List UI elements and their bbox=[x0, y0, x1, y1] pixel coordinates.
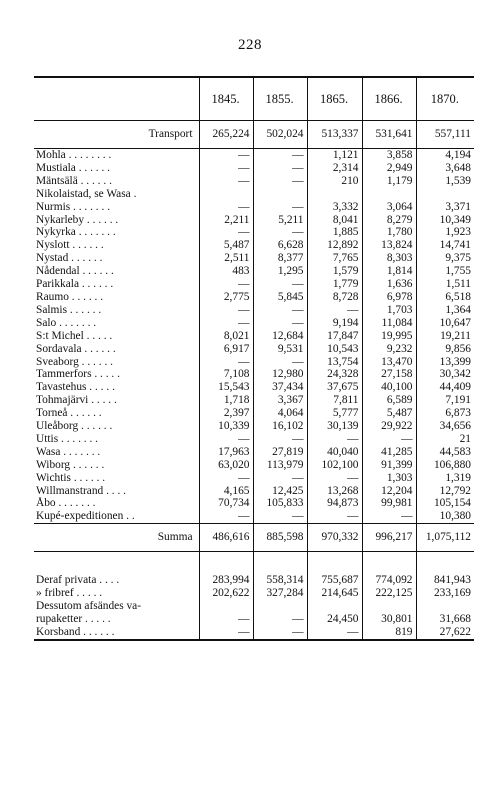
row-value: 5,845 bbox=[253, 291, 307, 304]
row-value: — bbox=[199, 472, 253, 485]
footer-row bbox=[34, 626, 474, 640]
row-label: Parikkala . . . . . . bbox=[36, 278, 114, 291]
row-value: 1,755 bbox=[416, 265, 474, 278]
row-value: 19,995 bbox=[362, 330, 416, 343]
row-value: — bbox=[253, 472, 307, 485]
row-value bbox=[253, 600, 307, 613]
table-row bbox=[34, 485, 474, 498]
row-value: 9,531 bbox=[253, 343, 307, 356]
row-value: 3,064 bbox=[362, 201, 416, 214]
summa-row bbox=[34, 524, 474, 552]
row-value: 774,092 bbox=[362, 574, 416, 587]
row-value: — bbox=[199, 175, 253, 188]
row-value: 1,364 bbox=[416, 304, 474, 317]
row-label: rupaketter . . . . . bbox=[36, 613, 111, 625]
row-value: — bbox=[199, 304, 253, 317]
year-header: 1865. bbox=[307, 77, 362, 121]
row-value: 106,880 bbox=[416, 459, 474, 472]
row-label: Nykarleby . . . . . . bbox=[36, 213, 119, 226]
row-label: Uttis . . . . . . . bbox=[36, 432, 99, 445]
row-value bbox=[253, 188, 307, 201]
row-value: 8,728 bbox=[307, 291, 362, 304]
table-row bbox=[34, 330, 474, 343]
row-value: 14,741 bbox=[416, 239, 474, 252]
row-label: Wasa . . . . . . . bbox=[36, 445, 101, 458]
row-value: — bbox=[307, 510, 362, 523]
row-value: 30,342 bbox=[416, 368, 474, 381]
table-row bbox=[34, 278, 474, 291]
row-value: 9,194 bbox=[307, 317, 362, 330]
row-label: » fribref . . . . . bbox=[36, 587, 103, 600]
row-value: 7,765 bbox=[307, 252, 362, 265]
row-value: — bbox=[199, 356, 253, 369]
row-value: 233,169 bbox=[416, 587, 474, 600]
row-value: — bbox=[253, 510, 307, 523]
row-value: 5,487 bbox=[199, 239, 253, 252]
row-value: 12,425 bbox=[253, 485, 307, 498]
row-label: Willmanstrand . . . . bbox=[36, 484, 127, 497]
transport-value: 502,024 bbox=[253, 121, 307, 149]
table-row bbox=[34, 239, 474, 252]
row-label: S:t Michel . . . . . bbox=[36, 329, 113, 342]
row-value: 1,636 bbox=[362, 278, 416, 291]
row-value: 8,041 bbox=[307, 214, 362, 227]
row-label: Nykyrka . . . . . . . bbox=[36, 226, 116, 239]
row-value: 17,847 bbox=[307, 330, 362, 343]
row-value: 2,775 bbox=[199, 291, 253, 304]
row-value: 13,754 bbox=[307, 356, 362, 369]
row-label: Tavastehus . . . . . bbox=[36, 381, 115, 394]
row-value: 13,399 bbox=[416, 356, 474, 369]
table-row bbox=[34, 459, 474, 472]
table-row bbox=[34, 381, 474, 394]
row-label: Uleåborg . . . . . . bbox=[36, 420, 113, 433]
row-value: 8,021 bbox=[199, 330, 253, 343]
row-label: Mustiala . . . . . . bbox=[36, 161, 111, 174]
footer-row bbox=[34, 587, 474, 600]
row-value: 8,303 bbox=[362, 252, 416, 265]
row-value: 210 bbox=[307, 175, 362, 188]
row-value: 1,718 bbox=[199, 394, 253, 407]
row-value bbox=[307, 188, 362, 201]
row-value: — bbox=[253, 613, 307, 626]
row-value: 6,518 bbox=[416, 291, 474, 304]
year-header: 1870. bbox=[416, 77, 474, 121]
footer-row bbox=[34, 613, 474, 626]
row-value: 1,780 bbox=[362, 226, 416, 239]
row-value: 102,100 bbox=[307, 459, 362, 472]
row-label: Nyslott . . . . . . bbox=[36, 239, 104, 252]
row-value: 1,511 bbox=[416, 278, 474, 291]
row-value: 5,777 bbox=[307, 407, 362, 420]
row-value: 30,801 bbox=[362, 613, 416, 626]
table-row bbox=[34, 226, 474, 239]
row-value: 10,380 bbox=[416, 510, 474, 523]
row-value: — bbox=[362, 433, 416, 446]
row-label: Summa bbox=[34, 524, 199, 552]
row-value: 1,923 bbox=[416, 226, 474, 239]
row-value: — bbox=[199, 201, 253, 214]
row-value: 40,100 bbox=[362, 381, 416, 394]
row-value: 2,511 bbox=[199, 252, 253, 265]
table-row bbox=[34, 175, 474, 188]
table-row bbox=[34, 368, 474, 381]
row-value: — bbox=[253, 201, 307, 214]
row-label: Åbo . . . . . . . bbox=[36, 497, 96, 510]
row-value: 12,792 bbox=[416, 485, 474, 498]
transport-label: Transport bbox=[148, 128, 193, 141]
row-value: 7,191 bbox=[416, 394, 474, 407]
row-value: 12,892 bbox=[307, 239, 362, 252]
row-value: 1,179 bbox=[362, 175, 416, 188]
spacer-cell bbox=[362, 552, 416, 575]
row-value: 885,598 bbox=[253, 524, 307, 552]
year-header: 1855. bbox=[253, 77, 307, 121]
row-value bbox=[199, 188, 253, 201]
row-value: — bbox=[307, 472, 362, 485]
row-value: 13,824 bbox=[362, 239, 416, 252]
row-value: 24,450 bbox=[307, 613, 362, 626]
row-value: 3,371 bbox=[416, 201, 474, 214]
table-row bbox=[34, 304, 474, 317]
row-value: 15,543 bbox=[199, 381, 253, 394]
row-value: — bbox=[253, 433, 307, 446]
row-value: — bbox=[199, 510, 253, 523]
row-value: — bbox=[307, 304, 362, 317]
row-value: 44,583 bbox=[416, 446, 474, 459]
row-value: 24,328 bbox=[307, 368, 362, 381]
row-value: — bbox=[253, 626, 307, 640]
table-row bbox=[34, 265, 474, 278]
row-label: Salo . . . . . . . bbox=[36, 316, 97, 329]
row-value: 63,020 bbox=[199, 459, 253, 472]
row-label: Tohmajärvi . . . . . bbox=[36, 394, 117, 407]
row-value bbox=[416, 188, 474, 201]
row-value: 29,922 bbox=[362, 420, 416, 433]
table-row bbox=[34, 162, 474, 175]
row-label: Nådendal . . . . . . bbox=[36, 265, 114, 278]
row-value: — bbox=[253, 304, 307, 317]
row-value: 9,856 bbox=[416, 343, 474, 356]
row-value: 2,314 bbox=[307, 162, 362, 175]
row-value: — bbox=[253, 317, 307, 330]
row-value: 1,539 bbox=[416, 175, 474, 188]
row-value: 558,314 bbox=[253, 574, 307, 587]
row-value: 996,217 bbox=[362, 524, 416, 552]
footer-row bbox=[34, 600, 474, 613]
row-value: 12,980 bbox=[253, 368, 307, 381]
row-value bbox=[307, 600, 362, 613]
row-value: 3,858 bbox=[362, 149, 416, 162]
row-label: Sordavala . . . . . . bbox=[36, 342, 116, 355]
table-row bbox=[34, 433, 474, 446]
table-row bbox=[34, 252, 474, 265]
spacer-cell bbox=[253, 552, 307, 575]
row-label: Wiborg . . . . . . bbox=[36, 458, 105, 471]
row-value: 105,154 bbox=[416, 497, 474, 510]
row-value: — bbox=[253, 175, 307, 188]
header-blank bbox=[34, 77, 199, 121]
row-value: 327,284 bbox=[253, 587, 307, 600]
row-value: 41,285 bbox=[362, 446, 416, 459]
row-value bbox=[199, 600, 253, 613]
row-value bbox=[416, 600, 474, 613]
row-value: 4,165 bbox=[199, 485, 253, 498]
table-row bbox=[34, 497, 474, 510]
spacer-row bbox=[34, 552, 474, 575]
row-value: 1,295 bbox=[253, 265, 307, 278]
transport-value: 531,641 bbox=[362, 121, 416, 149]
row-value: 30,139 bbox=[307, 420, 362, 433]
row-value: 1,303 bbox=[362, 472, 416, 485]
row-label: Raumo . . . . . . bbox=[36, 290, 104, 303]
row-value: 13,268 bbox=[307, 485, 362, 498]
year-header: 1845. bbox=[199, 77, 253, 121]
row-value: 12,204 bbox=[362, 485, 416, 498]
row-value: 4,194 bbox=[416, 149, 474, 162]
row-value: 5,487 bbox=[362, 407, 416, 420]
row-value: 4,064 bbox=[253, 407, 307, 420]
table-row bbox=[34, 446, 474, 459]
row-value: 7,108 bbox=[199, 368, 253, 381]
row-label: Deraf privata . . . . bbox=[36, 574, 120, 587]
table-row bbox=[34, 317, 474, 330]
row-label: Nikolaistad, se Wasa . bbox=[36, 187, 137, 200]
row-value: — bbox=[199, 149, 253, 162]
row-value bbox=[362, 600, 416, 613]
table-row bbox=[34, 343, 474, 356]
row-value: — bbox=[199, 433, 253, 446]
row-value: 1,319 bbox=[416, 472, 474, 485]
row-label: Salmis . . . . . . bbox=[36, 303, 102, 316]
row-value: 10,543 bbox=[307, 343, 362, 356]
row-value: 105,833 bbox=[253, 497, 307, 510]
row-value: 3,648 bbox=[416, 162, 474, 175]
row-value: 2,211 bbox=[199, 214, 253, 227]
row-value: 841,943 bbox=[416, 574, 474, 587]
table-row bbox=[34, 201, 474, 214]
row-label: Kupé-expeditionen . . bbox=[36, 510, 135, 523]
year-header: 1866. bbox=[362, 77, 416, 121]
row-value: 214,645 bbox=[307, 587, 362, 600]
row-value: 11,084 bbox=[362, 317, 416, 330]
row-value: 6,873 bbox=[416, 407, 474, 420]
spacer-cell bbox=[34, 552, 199, 575]
row-value: 9,232 bbox=[362, 343, 416, 356]
row-value: 1,121 bbox=[307, 149, 362, 162]
row-label: Sveaborg . . . . . . bbox=[36, 355, 113, 368]
row-value: 486,616 bbox=[199, 524, 253, 552]
row-value: — bbox=[307, 626, 362, 640]
row-value: 6,589 bbox=[362, 394, 416, 407]
row-value: 44,409 bbox=[416, 381, 474, 394]
row-label: Nystad . . . . . . bbox=[36, 252, 103, 265]
row-value: 7,811 bbox=[307, 394, 362, 407]
transport-value: 513,337 bbox=[307, 121, 362, 149]
header-row bbox=[34, 77, 474, 121]
spacer-cell bbox=[416, 552, 474, 575]
row-value: — bbox=[362, 510, 416, 523]
row-value: — bbox=[253, 356, 307, 369]
table-row bbox=[34, 407, 474, 420]
row-value: 21 bbox=[416, 433, 474, 446]
table-row bbox=[34, 188, 474, 201]
row-value: — bbox=[199, 162, 253, 175]
footer-row bbox=[34, 574, 474, 587]
row-value: 1,814 bbox=[362, 265, 416, 278]
row-value: — bbox=[199, 226, 253, 239]
page-number: 228 bbox=[238, 37, 262, 53]
table-row bbox=[34, 356, 474, 369]
row-value: 10,349 bbox=[416, 214, 474, 227]
table-row bbox=[34, 510, 474, 523]
row-value: 6,978 bbox=[362, 291, 416, 304]
row-value: — bbox=[253, 162, 307, 175]
row-value: — bbox=[199, 613, 253, 626]
row-value: 9,375 bbox=[416, 252, 474, 265]
row-value: 94,873 bbox=[307, 497, 362, 510]
row-value: 202,622 bbox=[199, 587, 253, 600]
row-value: 8,279 bbox=[362, 214, 416, 227]
row-value: 1,579 bbox=[307, 265, 362, 278]
spacer-cell bbox=[307, 552, 362, 575]
row-value: 91,399 bbox=[362, 459, 416, 472]
row-value: 5,211 bbox=[253, 214, 307, 227]
row-label: Torneå . . . . . . bbox=[36, 407, 102, 420]
row-value: 6,628 bbox=[253, 239, 307, 252]
row-value: 1,075,112 bbox=[416, 524, 474, 552]
row-value: 70,734 bbox=[199, 497, 253, 510]
row-value: — bbox=[199, 317, 253, 330]
row-label: Mohla . . . . . . . . bbox=[36, 149, 112, 161]
row-value: 13,470 bbox=[362, 356, 416, 369]
transport-value: 265,224 bbox=[199, 121, 253, 149]
row-value: 12,684 bbox=[253, 330, 307, 343]
row-value: 27,158 bbox=[362, 368, 416, 381]
row-value: 17,963 bbox=[199, 446, 253, 459]
transport-value: 557,111 bbox=[416, 121, 474, 149]
row-value: 19,211 bbox=[416, 330, 474, 343]
table-row bbox=[34, 291, 474, 304]
row-value: 34,656 bbox=[416, 420, 474, 433]
row-value bbox=[362, 188, 416, 201]
row-value: — bbox=[253, 278, 307, 291]
row-value: 755,687 bbox=[307, 574, 362, 587]
row-value: 16,102 bbox=[253, 420, 307, 433]
transport-row bbox=[34, 121, 474, 149]
row-value: 40,040 bbox=[307, 446, 362, 459]
row-value: — bbox=[199, 278, 253, 291]
row-value: 3,367 bbox=[253, 394, 307, 407]
row-value: 10,339 bbox=[199, 420, 253, 433]
row-value: — bbox=[253, 149, 307, 162]
statistics-table bbox=[34, 76, 474, 641]
row-label: Tammerfors . . . . . bbox=[36, 368, 120, 381]
row-label: Nurmis . . . . . . . bbox=[36, 200, 111, 213]
row-value: 222,125 bbox=[362, 587, 416, 600]
row-value: 10,647 bbox=[416, 317, 474, 330]
row-value: — bbox=[253, 226, 307, 239]
row-label: Korsband . . . . . . bbox=[34, 626, 199, 640]
row-value: 37,675 bbox=[307, 381, 362, 394]
table-row bbox=[34, 394, 474, 407]
row-value: 113,979 bbox=[253, 459, 307, 472]
table-row bbox=[34, 472, 474, 485]
row-value: 99,981 bbox=[362, 497, 416, 510]
row-value: 6,917 bbox=[199, 343, 253, 356]
row-label: Wichtis . . . . . . bbox=[36, 471, 106, 484]
row-value: 1,885 bbox=[307, 226, 362, 239]
row-value: 2,397 bbox=[199, 407, 253, 420]
row-value: 1,703 bbox=[362, 304, 416, 317]
row-value: 37,434 bbox=[253, 381, 307, 394]
row-value: 27,819 bbox=[253, 446, 307, 459]
row-label: Dessutom afsändes va- bbox=[36, 600, 142, 613]
spacer-cell bbox=[199, 552, 253, 575]
row-value: 819 bbox=[362, 626, 416, 640]
table-row bbox=[34, 420, 474, 433]
table-row bbox=[34, 214, 474, 227]
table-row bbox=[34, 149, 474, 162]
row-value: 483 bbox=[199, 265, 253, 278]
row-value: 2,949 bbox=[362, 162, 416, 175]
row-value: 970,332 bbox=[307, 524, 362, 552]
row-value: 1,779 bbox=[307, 278, 362, 291]
row-value: 283,994 bbox=[199, 574, 253, 587]
row-value: 31,668 bbox=[416, 613, 474, 626]
row-value: — bbox=[307, 433, 362, 446]
row-value: 3,332 bbox=[307, 201, 362, 214]
row-value: 27,622 bbox=[416, 626, 474, 640]
row-label: Mäntsälä . . . . . . bbox=[36, 174, 112, 187]
row-value: 8,377 bbox=[253, 252, 307, 265]
row-value: — bbox=[199, 626, 253, 640]
